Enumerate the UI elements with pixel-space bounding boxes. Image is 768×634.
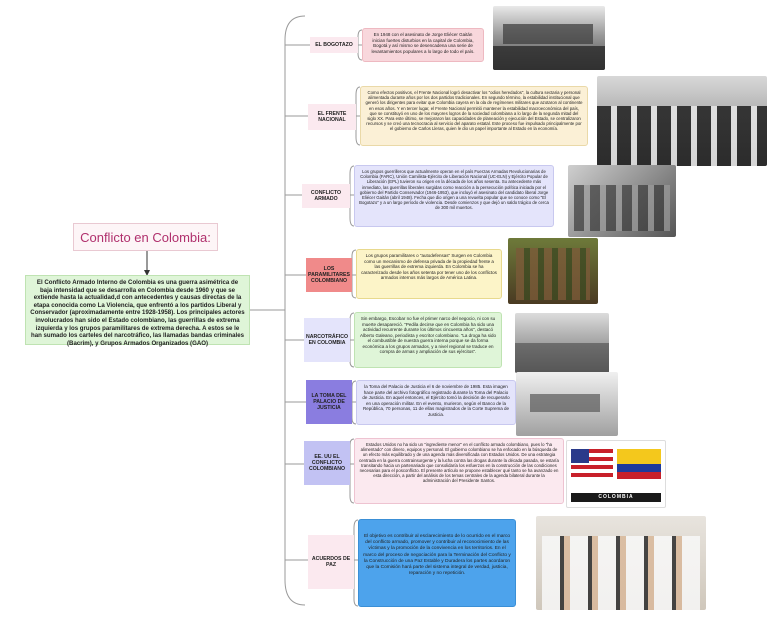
branch-text-conflicto-armado: Los grupos guerrilleros que actualmente operan en el país Fuerzas Armadas Revolucionarias de Colombia (FARC), Unión Camilista-Ejército de Liberación Nacional (UC-ELN) y Ejército Popular de Liberación (EPL) tuvieron su origen en la década de los años sesenta. Su antecedente más inmediato, las guerrillas liberales surgidas como reacción a la persecución política iniciada por el gobierno del Partido Conservador (1946-1953), que incluyó el asesinato del candidato liberal Jorge Eliécer Gaitán (abril 1948). Fecha que dio origen a una revuelta popular que se conoce como "El Bogotazo" y a un largo período de violencia. Desde comienzos y que dejó un saldo trágico de cerca de 300 mil muertos.: [354, 165, 554, 227]
central-description: El Conflicto Armado Interno de Colombia es una guerra asimétrica de baja intensidad que se desarrolla en Colombia desde 1960 y que se extiende hasta la actualidad,d con antecedentes y causas directas de la etapa conocida como La Violencia, que enfrentó a los partidos Liberal y Conservador (aproximadamente entre 1928-1958). Los principales actores involucrados han sido el Estado colombiano, las guerrillas de extrema izquierda y los grupos paramilitares de extrema derecha. A estos se le han sumado los carteles del narcotráfico, las llamadas bandas criminales (Bacrim), y Grupos Armados Organizados (GAO): [25, 275, 250, 345]
branch-text-frente-nacional: Como efectos positivos, el Frente Nacional logró desactivar los "odios heredados", la cultura sectaria y personal alimentada durante años por los dos partidos tradicionales. En segundo término, la estabilidad institucional que generó los dirigentes para evitar que Colombia cayera en la ola de regímenes militares que azotaron al continente en esos años. Y en tercer lugar, el Frente Nacional permitió mantener la estabilidad macroeconómica del país, que se constituyó en uno de los mayores logros de la sociedad colombiana a lo largo de la segunda mitad del siglo XX. Para este último, se mejoraron las capacidades de planeación y ejecución del Estado, se centralizaron recursos y se creó una tecnocracia al servicio del aparato estatal. Este proceso fue impulsado principalmente por el gobierno de Carlos Lleras, quien le dio un papel importante al Estado en la economía.: [360, 86, 588, 146]
photo-flags: [566, 440, 666, 508]
photo-paramilitares: [508, 238, 598, 304]
branch-text-bogotazo: En 1948 con el asesinato de Jorge Eliécer Gaitán inician fuertes disturbios en la capital de Colombia, Bogotá y así mismo se desencadena una serie de levantamientos populares a lo largo de todo el país.: [362, 28, 484, 62]
photo-frente-nacional: [597, 76, 767, 166]
branch-label-conflicto-armado[interactable]: CONFLICTO ARMADO: [302, 184, 350, 208]
branch-text-paramilitares: Los grupos paramilitares o "autodefensas" Surgen en Colombia como un mecanismo de defensa privada de la propiedad frente a las guerrillas de extrema izquierda. En Colombia se ha caracterizado desde los años setenta por tener uno de los conflictos armados internos más largos de América Latina.: [356, 249, 502, 299]
photo-bogotazo: [493, 6, 605, 70]
photo-palacio-justicia: [516, 372, 618, 436]
branch-text-palacio-justicia: la Toma del Palacio de Justicia el 6 de noviembre de 1985. Esta imagen hace parte del archivo fotográfico registrado durante la Toma del Palacio de Justicia. En aquel entonces, el Ejército tomó la decisión de recuperarlo en una operación militar. En el evento, murieron, según el Banco de la República, 70 personas, 11 de ellas magistrados de la Corte Suprema de Justicia.: [356, 380, 516, 425]
branch-text-acuerdos-paz: El objetivo es contribuir al esclarecimiento de lo ocurrido en el marco del conflicto armado, promover y contribuir al reconocimiento de las víctimas y la promoción de la convivencia en los territorios. En el marco del proceso de negociación para la Terminación del Conflicto y la Construcción de una Paz Estable y Duradera los partes acordaron que la Comisión hará parte del sistema integral de verdad, justicia, reparación y no repetición.: [358, 519, 516, 607]
branch-label-narcotrafico[interactable]: NARCOTRÁFICO EN COLOMBIA: [304, 318, 350, 362]
branch-label-bogotazo[interactable]: EL BOGOTAZO: [310, 37, 358, 53]
photo-acuerdos-paz: [536, 516, 706, 610]
branch-text-narcotrafico: Sin embargo, Escobar no fue el primer narco del negocio, ni con su muerte desapareció. "Pedila decirse que en Colombia ha sido una actividad recurrente durante los últimos cincuenta años", destacó Alberto Galeano, periodista y escritor colombiano. "La droga ha sido el combustible de nuestra guerra interna porque se da forma económica a los grupos armados, y a nivel regional se traduce en compra de armas y ampliación de sus ejércitos".: [354, 312, 502, 368]
photo-narcotrafico: [515, 313, 609, 373]
branch-label-palacio-justicia[interactable]: LA TOMA DEL PALACIO DE JUSTICIA: [306, 380, 352, 424]
branch-label-eeuu[interactable]: EE. UU EL CONFLICTO COLOMBIANO: [304, 441, 350, 485]
branch-text-eeuu: Estados Unidos no ha sido un "ingrediente menor" en el conflicto armado colombiano, pues lo "ha alimentado" con dinero, equipos y personal. El gobierno colombiano se ha enfocado en la búsqueda de un efecto más equilibrado y de una agenda más diversificada con Estados Unidos. De una estrategia centrada en la guerra contrainsurgente y la lucha contra las drogas durante la década pasada, se estaría transitando hacia un partenariado que consolidaría los esfuerzos en la construcción de las condiciones necesarias para el posconflicto. El presente artículo se propone establecer qué tanto se ha avanzado en esta dirección, a partir del análisis de los temas centrales de la agenda bilateral durante la administración del Presidente Santos.: [354, 438, 564, 504]
flag-caption: COLOMBIA: [571, 493, 661, 502]
branch-label-acuerdos-paz[interactable]: ACUERDOS DE PAZ: [308, 535, 354, 589]
branch-label-paramilitares[interactable]: LOS PARAMILITARES COLOMBIANO: [306, 258, 352, 292]
central-title[interactable]: Conflicto en Colombia:: [73, 223, 218, 251]
photo-conflicto-armado: [568, 165, 676, 237]
branch-label-frente-nacional[interactable]: EL FRENTE NACIONAL: [308, 104, 356, 130]
